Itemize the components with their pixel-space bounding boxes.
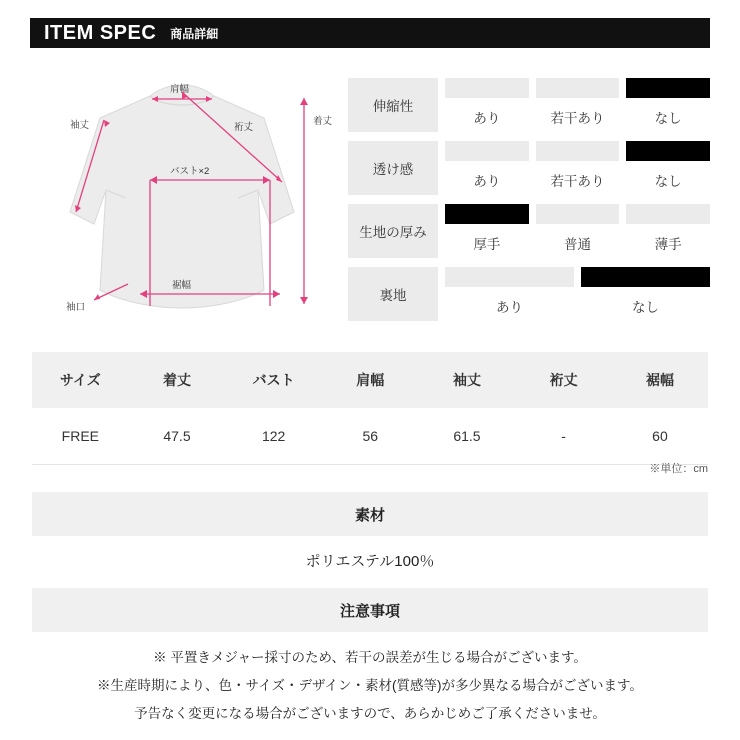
attribute-option <box>536 141 620 195</box>
attribute-option <box>536 204 620 258</box>
column-header-length: 着丈 <box>162 372 191 388</box>
table-header-row <box>32 352 708 408</box>
option-bar <box>536 141 620 161</box>
attribute-option <box>626 78 710 132</box>
attribute-label: 裏地 <box>348 267 438 321</box>
option-bar-selected <box>626 141 710 161</box>
label-hem: 裾幅 <box>172 280 192 291</box>
option-label: 若干あり <box>550 111 605 126</box>
label-cuff: 袖口 <box>66 302 86 313</box>
option-label: 普通 <box>564 237 591 252</box>
option-label: 厚手 <box>473 237 501 252</box>
column-header-bust: バスト <box>252 372 295 388</box>
page-title: ITEM SPEC <box>44 21 157 44</box>
cell-sleeve: 61.5 <box>419 408 516 464</box>
attribute-row-stretch <box>348 78 710 132</box>
cell-size: FREE <box>32 408 129 464</box>
option-bar <box>626 204 710 224</box>
section-header-material: 素材 <box>32 492 708 536</box>
attribute-option <box>445 141 529 195</box>
option-bar <box>536 78 620 98</box>
attribute-option <box>626 141 710 195</box>
option-bar <box>536 204 620 224</box>
column-header-sleeve: 袖丈 <box>452 372 481 388</box>
attributes-panel <box>348 78 710 330</box>
option-label: あり <box>473 174 501 189</box>
unit-note: ※単位：cm <box>649 463 708 475</box>
option-bar-selected <box>626 78 710 98</box>
garment-shape <box>70 85 294 308</box>
option-bar-selected <box>581 267 710 287</box>
option-label: なし <box>654 111 682 126</box>
attribute-label: 伸縮性 <box>348 78 438 132</box>
label-body-length: 着丈 <box>313 116 332 127</box>
cell-yoke: - <box>515 408 612 464</box>
attribute-row-lining <box>348 267 710 321</box>
notes-block <box>32 644 708 728</box>
cell-shoulder: 56 <box>322 408 419 464</box>
column-header-size: サイズ <box>59 372 101 388</box>
label-bust: バスト×2 <box>170 166 210 177</box>
label-shoulder: 肩幅 <box>170 84 190 95</box>
option-bar <box>445 141 529 161</box>
cell-hem: 60 <box>612 408 708 464</box>
option-bar <box>445 267 574 287</box>
garment-measurement-illustration <box>32 62 332 327</box>
table-row <box>32 408 708 464</box>
option-bar <box>445 78 529 98</box>
header-bar <box>30 18 710 48</box>
note-line: ※ 平置きメジャー採寸のため、若干の誤差が生じる場合がございます。 <box>153 650 587 665</box>
attribute-row-thickness <box>348 204 710 258</box>
section-header-notes: 注意事項 <box>32 588 708 632</box>
option-label: なし <box>632 300 659 315</box>
attribute-label: 生地の厚み <box>348 204 438 258</box>
page-subtitle: 商品詳細 <box>170 26 219 41</box>
cell-length: 47.5 <box>129 408 226 464</box>
material-text: ポリエステル100％ <box>305 553 435 570</box>
label-yoke: 裄丈 <box>234 122 254 133</box>
note-line: 予告なく変更になる場合がございますので、あらかじめご了承くださいませ。 <box>134 706 606 721</box>
attribute-option <box>445 267 574 321</box>
option-bar-selected <box>445 204 529 224</box>
attribute-row-sheerness <box>348 141 710 195</box>
column-header-yoke: 裄丈 <box>549 372 578 388</box>
attribute-option <box>626 204 710 258</box>
attribute-option <box>445 204 529 258</box>
note-line: ※生産時期により、色・サイズ・デザイン・素材(質感等)が多少異なる場合がございます。 <box>97 678 643 693</box>
label-sleeve-length: 袖丈 <box>70 120 90 131</box>
attribute-label: 透け感 <box>348 141 438 195</box>
attribute-option <box>581 267 710 321</box>
column-header-hem: 裾幅 <box>645 372 674 388</box>
option-label: 薄手 <box>654 237 682 252</box>
cell-bust: 122 <box>225 408 322 464</box>
attribute-option <box>445 78 529 132</box>
column-header-shoulder: 肩幅 <box>356 372 385 388</box>
attribute-option <box>536 78 620 132</box>
option-label: 若干あり <box>550 174 605 189</box>
option-label: なし <box>654 174 682 189</box>
size-table <box>32 352 708 465</box>
option-label: あり <box>496 300 523 315</box>
option-label: あり <box>473 111 501 126</box>
